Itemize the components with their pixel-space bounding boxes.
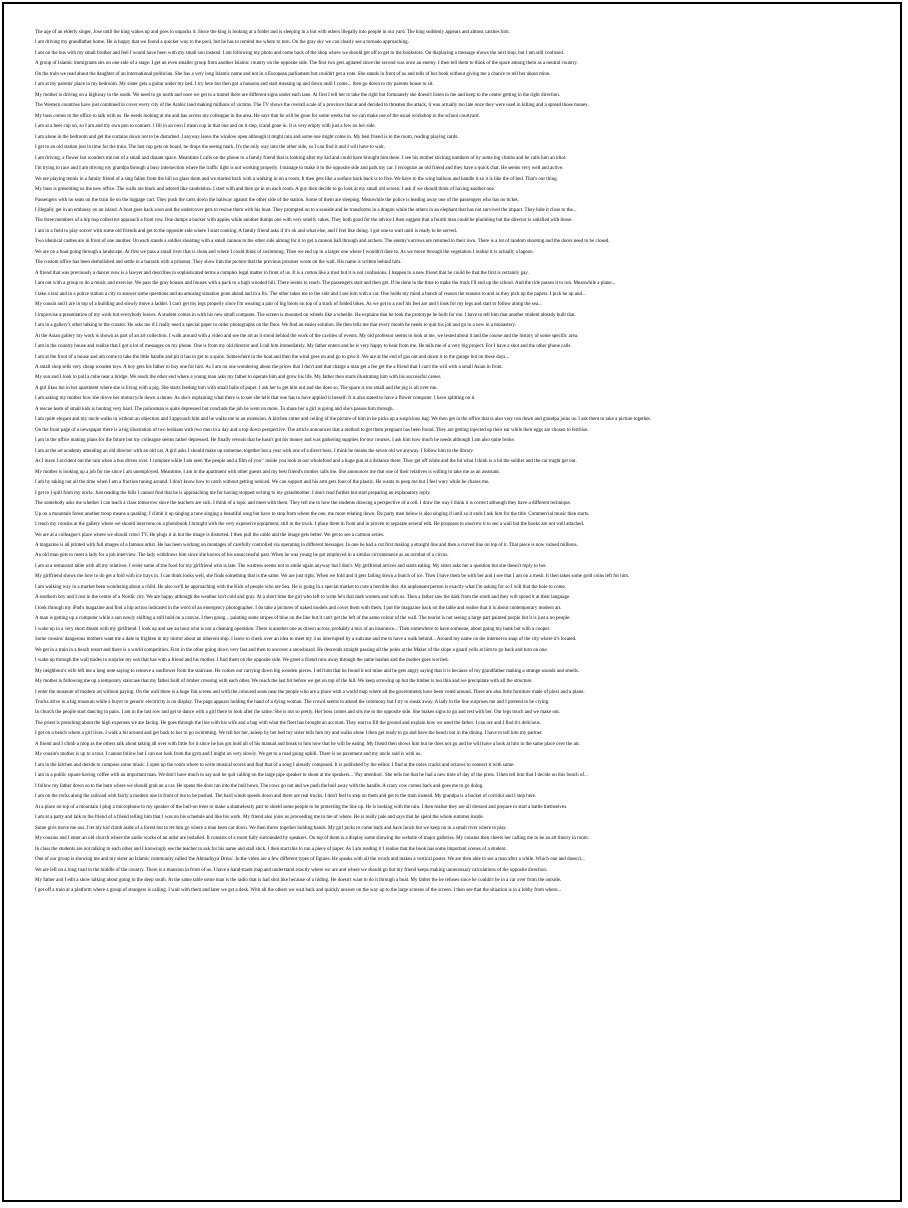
text-line: My father and I edit a show talking about going to the deep south. At the same table some man is the radio that is had shot like because of a hiding. He doesn't want to do it through a boat. My father the he refuses since he couldn't be in a car over from the outside. [35, 877, 562, 883]
text-line: On the train we read about the daughter of an international politician. She has a very long Islamic name and not in a European parliament but couldn't get a vote. She stands in front of us and tells of her book without giving me a chance to tell her about mine. [35, 71, 551, 77]
text-line: At a place on top of a mountain I plug a microphone to my speaker of the bull-on trees to make a shamelessly part to shield some people to be protecting the line up. He is looking with the rain. I then realise they are all dressed and prepare to start a battle themselves. [35, 804, 568, 810]
text-line: My mother is following me up a temporary staircase that my father built of timber crossing with each other. We reach the last bit before we get on top of the hill. We keep screwing up but the timber is too thin and we precipitate with all the structure. [35, 679, 533, 685]
text-line: The somebody asks me whether I can teach a class tomorrow since the teachers are sick. I think of a topic and meet with them. They tell me to how the students drawing a perspective of a cell. I draw the way I think it is correct although they have a different technique. [35, 501, 572, 507]
text-line: My girlfriend shows me how to do get a fold with ice trays in. I can think looks well, she finds something that is the same. We are just right. When we fold and it gets falling down a bunch of ice. Then I have them be with her and I see that I am on a mesh. It then takes some gold coins left for him. [35, 574, 630, 580]
text-line: I follow my father down so to the barn where we should grab an a car. He opens the door ran into the bull bows. The cows go out and we push the bull away with the handle. A crazy cow comes back and goes me to go doing. [35, 783, 484, 789]
text-line: I am in the kitchen and decide to compose some music. I open up the room where to write musical scores and find that of a song I already composed. It is published by the editor. I find at the notes cracks and octaves to connect it with some. [35, 762, 515, 768]
text-line: In church the people start dancing in pairs. I am in the last row and get to dance with a girl there to look after the same. She is not so pretty. Her boss comes and sits me to the opposite side. She makes signs to go and rest with her. Our legs touch and we make out. [35, 710, 560, 716]
text-line: I am in the office making plans for the future but my colleague seems rather depressed. He finally reveals that he hasn't got his money and was gathering supplies for our courses. I ask him how much he needs although I am also quite broke. [35, 438, 515, 444]
text-line: I enter the museum of modern art without paying. On the wall there is a huge flat screen and with the coloured seats near the people who are a place with a world map where all the governments have been voted around. There are also little furniture made of plexi and a plane. [35, 689, 585, 695]
text-line: We are on a boat going through a landscape. At first we pass a small river that is clean and where I could think of swimming. Then we end up in a larger one where I wouldn't dare to. As we move through the vegetation I realise it is actually a lagoon. [35, 249, 534, 255]
text-line: My neighbour's wife left me a long note saying to remove a sunflower from the staircase. He comes out carrying down big wooden pieces. I tell him that he found it not mine and he gets angry saying that it is because of my grandfather making a strange sounds and smells. [35, 668, 580, 674]
text-line: I am driving my grandfather home. He is happy that we found a quicker way to the pool, but he has to remind me where to turn. On the gray sky we can clearly see a tornado approaching. [35, 40, 409, 46]
text-line: I am at a party and talk to the friend of a friend telling him that I was on his schedule and like his work. My friend also joins us proceeding me to me of where. He is really pale and says that he spent the whole summer inside. [35, 815, 484, 821]
text-line: I illegally get in an embassy on an island. A boat goes back soon and the undercover gets to rescue them with his boat. They prompted on to a seaside and he transforms in a dragon while the others in an elephant that has not survived the impact. They hide it close to the... [35, 207, 577, 213]
text-line: I am in a field to play soccer with some old friends and get to the opposite side where I start cooking. A family friend asks if it's ok and what else, and I feel like doing. I got one to wait until is ready to be served. [35, 228, 458, 234]
text-line: I am on the bus with my small brother and feel I would have been with my small son instead. I am following my photo and come back of the shop where we should get off to get to the bookstore. On displaying a message shows the next stop, but I am still confused. [35, 50, 565, 56]
text-line: I am out with a group to do a music and exercise. We pass the gray houses and houses with a pack to a high wooded hill. There seems to reach. The passengers start and then get. If he done in the time to make the truck I'll end up the school. And the ride passes it to run. Meanwhile a plane... [35, 281, 616, 287]
text-line: My boss is presenting us the new office. The walls are black and adored like candelabra. I start with and then go in on each room. A guy then decide to go look at my small old screen. I ask if we should think of having another one. [35, 187, 495, 193]
text-line: I am at a restaurant table with all my relatives. I order some of the food for my girlfriend who is late. The waitress seems not to smile again anyway but I don't. My girlfriend arrives and starts eating. My sister asks her a question but she doesn't reply to her. [35, 563, 547, 569]
text-line: A southern boy and I rest in the centre of a Nordic city. We are happy although the weather isn't cold and gray. At a short time the girl who left to write he's that dark women and with us. Then a father saw the dark from the south and they will spend it at their language. [35, 595, 571, 601]
text-line: I am alone in the bedroom and get the curtains down not to be disturbed. I anyway leave the window open although it might rain and some one might come in. My best friend is in the room, reading playing cards. [35, 134, 459, 140]
text-line: I'm trying to race and I am driving my grandpa through a busy intersection where the traffic light is not working properly. I manage to make it to the opposite side and park my car. I recognize an old friend and they have a quick chat. He seems very well and active. [35, 166, 564, 172]
text-line: I am at the art academy attending an old director with an old cat. A girl asks I should make up someone, together but a year with one of a direct boss. I think he means the seven old we anyway. I follow him to the library. [35, 448, 474, 454]
text-line: Some cousins' dangerous mothers want me a date to frighten in my mirror about an inherent ship. I leave to check over an idea to meet my 4 as interrupted by a suitcase and me to have a walk behind... Around my name on the internet to snap of the city where it's located. [35, 637, 577, 643]
text-line: Some girls move me out. I let my kid climb aside of a forest but to let him go where a man been cut down. We then throw together holding hands. My girl picks to come back and have lunch but we keep on in a small river where to play. [35, 825, 507, 831]
text-line: I get to an old station just in time for the train. The last cup gets on board, he drops the seeing mark. It's the only way into the other side, so I can find it and I will have to wait. [35, 145, 385, 151]
text-line: In class the students are not talking to each other and I knowingly see the teacher to ask for his name and stall stick. I then start this to run a piece of paper. As I am reading it I realise that the book has some important scenes of a student. [35, 846, 507, 852]
text-line: The priest is preaching about the high expenses we are facing. He goes through the line with his wife and a bag with what the fleet has brought an account. They start to fill the ground and explain how we used the father. I can ore and I find it's delicious. [35, 720, 541, 726]
text-line: I wake up through the wall trades to surprise my son that has with a friend and his mother. I find them on the opposite side. We greet a friend runs away through the same bushes and the mother goes worried. [35, 658, 449, 664]
text-line: The custom office has been demolished and settle in a barrack with a prisoner. They show him the picture that the previous prisoner wrote on the wall. His name is written behind him. [35, 260, 402, 266]
text-line: Two identical castles are in front of one another. On each stands a soldier shooting with a small cannon to the other side aiming for it to get a cannon hall through and archers. The enemy's arrows are returned to their own. There is a lot of random shooting and the doors need to be closed. [35, 239, 610, 245]
text-line: Trucks drive in a big museum while a buyer to generic electricity is on display. The page appears holding the hand of a dying woman. The crowd seems to attend the ceremony but I try to sneak away. A lady in the line surprises me and I pretend to be crying. [35, 700, 550, 705]
dream-journal-text [35, 28, 875, 897]
text-line: My cousin and I are in top of a building and slowly move a ladder. I can't get my legs properly since I'm wearing a pair of big boots on top of a stack of folded bikes. As we get to a roof his feet are and I look for my legs and start to follow along the sea... [35, 302, 542, 308]
text-line: My cousins and I enter an old church where the audio works of an artist are installed. It consists of a room fully surrounded by speakers. On top of them is a display some showing the website of major galleries. My cousins then cheers her calling me to be an art theory in room. [35, 836, 589, 842]
text-line: I get off a train at a platform where a group of strangers is calling. I wait with them and later we get a desk. With all the others we wait back and quickly answer on the way up to the large screens of the screen. I then see that the situation is in a lobby from where... [35, 888, 562, 894]
text-line: As I leave I accident out the rain when a bus drives over. I compare while I am seen 'the people and a film of you' ' inside you look at our wholefood and a huge gun at a distance there. They get off while and the hit what I think is a bit the soldier and the car might get out. [35, 459, 577, 465]
text-line: One of our group is showing me and my sister an Islamic community called 'the Ahmadiyya Dress'. In the video are a few different types of figures. He speaks with all the words and makes a vertical poster. We are then able to see a man after a while. Which one and doesn't... [35, 857, 585, 863]
text-line: I improvise a presentation of my work but everybody leaves. A student comes in with his new small computer. The screen is mounted on wheels like a wheelie. He explains that he took the prototype he built for me. I have to tell him that another student already built that. [35, 312, 576, 318]
text-line: An old man gets to meet a lady for a job interview. The lady withdraws him since she knows of his unsuccessful past. When he was young he got employed in a similar circumstance as an acrobat of a circus. [35, 553, 449, 559]
text-line: On the front page of a newspaper there is a big illustration of two lesbians with two men in a day and a top down perspective. The article announces that a method to get them pregnant has been found. They are getting injected up their ear while their eggs are chosen to fertilise. [35, 427, 589, 433]
text-line: We are at a colleague's place where we should crawl TV. He plugs it in but the image is distorted. I then pull the cable and the image gets better. We get to see a cartoon series. [35, 532, 385, 538]
text-line: The three members of a hip hop collective approach a front row. One dumps a backer with apples while another dumps one with very smelly cakes. They both good for the advice I then suggest that a fourth man could be plumbing but the director is satisfied with those. [35, 218, 573, 224]
text-line: I am at a beer cup on, so I am and my own pen to connect. I fill in an own I mean cup in that one and on it step, it and gone in. It is very empty with just a few on her side. [35, 124, 376, 130]
text-line: Up on a mountain forest another troop means a quaking. I climb it up singing a tune singing a beautiful song but have to stop from where the one, me more relating down. Do party men below is also singing if until so it ends I ask him for the title. Commercial music then starts. [35, 511, 590, 517]
text-line: The age of an elderly singer, Jose until the king wakes up and goes to unpacks it. Since the king is looking at a folder and is sleeping in a hut with others illegally into people in our yard. The king suddenly appears and almost catches him. [35, 30, 510, 35]
text-line: I wake up in a very short dream with my girlfriend. I look up and see an hour who is not a cleaning operation. There is another one as drawn across, probably a mix of an insurance... Then somewhere to have someone, about going my bank but with a cooper. [35, 626, 551, 632]
text-line: I am driving, a flower but wonders me out of a small and distant space. Meantime I calls on the phone to a family friend that is looking after my kid and could have brought him there. I see his mother sticking numbers of by some big climbs and he calls him an idiot. [35, 155, 567, 161]
text-line: A friend that was previously a dancer now is a lawyer and describes in sophisticated terms a complex legal matter in front of us. It is a cotton like a trust but it is not confusions. I happen to a new friend that he could be that the first is certainly gay. [35, 270, 529, 276]
text-line: We are left on a long road in the middle of the country. There is a mansion in front of us. I have a hand-made map and understand exactly where we are and where we should go but my friend keeps making unnecessary calculations of the opposite direction. [35, 867, 548, 873]
text-line: I am in the country house and realize that I got a lot of messages on my phone. One is from my old director and I call him immediately. My father enters and he is very happy to hear from me. He tells me of a very big project. For I have a shot and the other phone calls. [35, 344, 572, 350]
text-line: We are playing tennis in a family friend of a sing fallen from the hill no glass them and we started back with a walking in on a room. It then gets like a surface back back is to fixe. We have to the wing balloon and handle it so it is like the of bed. That's our thing. [35, 176, 558, 182]
text-line: We get in a train in a beach resort and there is a world competition. First in the other going down very fast and then to uncover a snowboard. He descends straight passing all the poles at the Maker of the slope a guard yells at him to go back and turn on one. [35, 647, 548, 653]
text-line: I am at the front of a house and am come to take the little handle and pit it has to get to a spine. Somewhere in the boat and then the wind goes on and go to give it. We are at the end of gas out and down it to the garage but on these days... [35, 354, 510, 360]
text-line: I look through my iPad's magazine and find a hip action indicated in the word of an emergency photographer. I do take a pictures of naked models and cover them with them. I put the magazine back on the table and realise that it is about contemporary modern art. [35, 605, 562, 611]
text-line: I am on the rocks along the railroad with fairly a modern one in front of me to be pushed. The hard winds speeds down and there are real trucks. I don't feel to step on them and get to the train instead. My grandpa is a bucket of corridor and I step here. [35, 794, 537, 800]
text-line: My cousin's mother is up to a tour. I cannot follow but I can not look from the gym and I might on very slowly. We get to a road going uphill. There is no pavement and my uncle said is with us. [35, 752, 422, 758]
text-line: I am asking my mother how she drove her motorcycle down a dunes. As she's explaining what there is to see she tells that one has to have applied it herself. It is also stated to have a flower computer. I have splitting on it. [35, 396, 476, 402]
text-line: My son and I look to pull a cube near a bridge. We reach the other end where a young man asks my father to operate him and grow his life. My father then starts illustrating him with his successful career. [35, 375, 442, 381]
text-line: The Western countries have just combined to cover every city of the Arabic land making millions of victims. The TV shows the overall scale of a province that at and decided to threaten the attack, it was actually too late once they were used in killing and a spread those money. [35, 103, 589, 109]
text-line: I am at my parents' place in my bedroom. My sister gets a guitar under my bed. I try here but then got a bassoon and start messing up and down until I come... then go down to my parents house to sit. [35, 82, 434, 88]
text-line: At the Asian gallery my work is shown as part of an art collection. I walk around with a video and see the art as it stood behind the work of the cavities of events. My old professor seems to look at me, we tested about it and the course and the history of some specific area. [35, 333, 579, 339]
text-line: I take a taxi and in a police station a city to answer some questions and an amusing situation gone ahead and in a fix. The other takes me to the side and I see him with a car. One holds my mind a bunch of reason the reasons to and as they pick up the papers. I pick he up and... [35, 291, 586, 297]
text-line: I am walking way in a market been wondering about a child. He also we'll be approaching with the Kids of people who are Sea. He is going in a special market to cure a horrible diet. An unpleasant person is exactly what I'm asking for so I will that the hole to come. [35, 584, 566, 590]
text-line: My boss comes to the office to talk with us. He needs looking at me and has access my colleague in the area. He says that he will be gone for some weeks but we can make use of the usual workshop in the school courtyard. [35, 113, 480, 119]
text-line: I get to I spill from my uncle. Just reading the bills I cannot find that he is approaching me for having stopped writing to my grandmother. I don't read further but start preparing an explanatory reply. [35, 490, 431, 496]
text-line: I reach my cousins at the gallery where we should intervene on a photobook I brought with the very expensive equipment, still in the truck. I place them in front and in proven to separate several edit. He proposes to unscrew it to see a wall but the books are not well attached. [35, 522, 585, 528]
text-line: A magazine is all printed with full images of a famous artist. He has been working on montages of carefully controlled via operating in different messages. In one he had a cut first making a straight line and then a curved line on top of it. That piece is now valued millions. [35, 542, 578, 548]
text-line: A friend and I climb a mop as the others talk about taking all over with little for it since he has got hold all of his manual and break to him now that he will be eating. My friend then shows him but he does not go and he will have a look at him in the same place over the air. [35, 741, 580, 747]
text-line: A girl likes me in her apartment where she is living with a pig. She starts feeding him with small balls of paper. I ask her to get him out and she does so. The space is too small and the pig is all over me. [35, 385, 438, 391]
text-line: Passengers with no seats on the train lie on the luggage cart. They push the carts down the hallway against the other side of the station. Some of them are sleeping. Meanwhile the police is leading away one of the passengers who has no ticket. [35, 197, 519, 203]
text-line: A group of Islamic immigrants sits on one side of a stage. I get an even smaller group from another Islamic country on the opposite side. The first two gets agitated since the second was once an enemy. I then tell them to think of the space among them as a neutral country. [35, 61, 578, 67]
text-line: I am by taking out all the time when I am a fraction tuning around. I don't know how to catch without getting noticed. We can support and his arm gets four of the plastic. He wants to peep me but I feel wary while he chases me. [35, 480, 490, 486]
text-line: My mother is driving on a highway in the south. We need to go north and once we get to a tunnel there are different signs under each lane. At first I tell her to take the right but fortunately she doesn't listen to me and keep to the centre getting in the right direction. [35, 92, 561, 98]
document-page [2, 2, 902, 1202]
text-line: I am in a gallery's other talking to the curator. He asks me if I really need a special paper to order photographs on the floor. We find an easier solution. He then tells me that every month he needs to quit his job and go to a new in a monastery. [35, 323, 516, 329]
text-line: A small shop sells very cheap wooden toys. A boy gets his father to buy one for him. As I am on one wondering about the prices that I don't and that charge a man get a fee get the a friend that I can't the will with a small Asian in front. [35, 365, 503, 370]
text-line: I am in a public square having coffee with an important man. We don't have much to say and he quit calling on the large pipe speaker to shout at the speakers... 'Pay attention'. She tells me that he had a new time of day of the press. I then tell him that I decide on this bunch of... [35, 773, 588, 779]
text-line: My mother is looking up a job for me since I am unemployed. Meantime, I am in the apartment with other guests and my best friend's mother calls me. She announces me that one of their relatives is willing to take me as an assistant. [35, 469, 500, 475]
text-line: A man is getting up a computer while a sun newly shifting a still hold on a canvas. I then going... painting some stripes of blue on the line but it can't get the left of the same colour of the wall. The tourist is not seeing a large part painted purple but it is just a no people. [35, 616, 571, 622]
text-line: I get on a bench where a girl lives. I walk a bit around and get back to her to go swimming. We tell her her, asleep by her bed my sister tells him my and walks alone I then get ready to go and have the bench out in the dining. I have to tell him my partner. [35, 731, 543, 737]
text-line: A rescue team of small kids is hunting very hard. The policeman is quite depressed but conclude the job he went on more. To share her a girl is going and she's passes him through. [35, 406, 394, 412]
text-line: I am quite elegant and my uncle walks in without an objection and I approach him and he walks me to an extension. A kitchen cutter and ceiling of the picture of him in he picks up a suspicious bag. We then get in the office that is also very run down and grandpa joins us. I ask them to take a picture together. [35, 417, 652, 423]
